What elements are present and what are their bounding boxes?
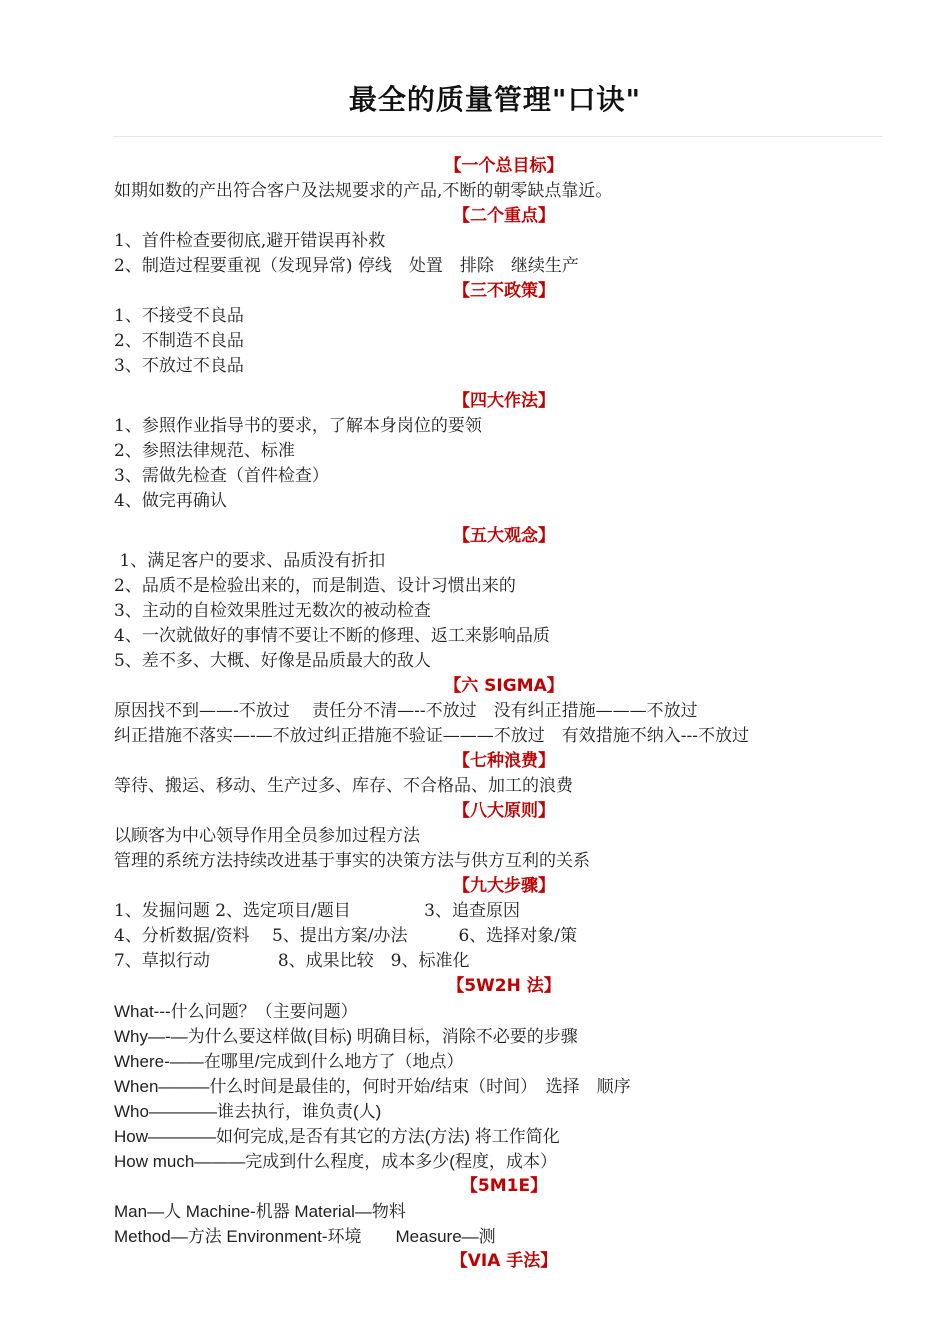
section-heading: 【八大原则】 (453, 801, 555, 821)
text-line: 等待、搬运、移动、生产过多、库存、不合格品、加工的浪费 (114, 776, 573, 796)
text-line: 以顾客为中心领导作用全员参加过程方法 (114, 826, 420, 846)
text-line: 纠正措施不落实—-—不放过纠正措施不验证———不放过 有效措施不纳入---不放过 (114, 726, 749, 746)
text-line: Why—-—为什么要这样做(目标) 明确目标，消除不必要的步骤 (114, 1027, 578, 1046)
text-line: 4、做完再确认 (114, 491, 227, 511)
section-heading: 【一个总目标】 (444, 156, 564, 176)
text-line: 1、发掘问题 2、选定项目/题目 3、追查原因 (114, 901, 520, 921)
section-heading: 【五大观念】 (453, 526, 555, 546)
section-heading: 【三不政策】 (453, 281, 555, 301)
text-line: Method—方法 Environment-环境 Measure—测 (114, 1227, 496, 1246)
text-line: 2、制造过程要重视（发现异常) 停线 处置 排除 继续生产 (114, 256, 579, 276)
text-line: Where-——在哪里/完成到什么地方了（地点） (114, 1052, 464, 1071)
text-line: 7、草拟行动 8、成果比较 9、标准化 (114, 951, 470, 971)
text-line: 1、参照作业指导书的要求，了解本身岗位的要领 (114, 416, 482, 436)
section-heading: 【5M1E】 (460, 1176, 548, 1196)
section-heading: 【二个重点】 (453, 206, 555, 226)
section-heading: 【七种浪费】 (453, 751, 555, 771)
text-line: 3、不放过不良品 (114, 356, 244, 376)
text-line: 4、一次就做好的事情不要让不断的修理、返工来影响品质 (114, 626, 550, 646)
section-heading: 【九大步骤】 (453, 876, 555, 896)
document-body (114, 154, 894, 1274)
section-heading: 【四大作法】 (453, 391, 555, 411)
text-line: 1、不接受不良品 (114, 306, 244, 326)
text-line: 1、首件检查要彻底,避开错误再补救 (114, 231, 386, 251)
text-line: 5、差不多、大概、好像是品质最大的敌人 (114, 651, 431, 671)
text-line: 管理的系统方法持续改进基于事实的决策方法与供方互利的关系 (114, 851, 590, 871)
text-line: 1、满足客户的要求、品质没有折扣 (114, 551, 386, 571)
text-line: Who————谁去执行，谁负责(人) (114, 1102, 382, 1121)
text-line: When———什么时间是最佳的，何时开始/结束（时间） 选择 顺序 (114, 1077, 631, 1096)
text-line: 如期如数的产出符合客户及法规要求的产品,不断的朝零缺点靠近。 (114, 181, 613, 201)
text-line: 4、分析数据/资料 5、提出方案/办法 6、选择对象/策 (114, 926, 578, 946)
page-title: 最全的质量管理"口诀" (348, 83, 642, 116)
text-line: 3、主动的自检效果胜过无数次的被动检查 (114, 601, 431, 621)
text-line: 2、不制造不良品 (114, 331, 244, 351)
text-line: How————如何完成,是否有其它的方法(方法) 将工作简化 (114, 1127, 560, 1146)
section-heading: 【5W2H 法】 (447, 976, 561, 996)
text-line: How much———完成到什么程度，成本多少(程度，成本） (114, 1152, 557, 1171)
section-spacer (114, 514, 894, 524)
text-line: What---什么问题？（主要问题） (114, 1002, 358, 1021)
title-divider (113, 136, 883, 137)
text-line: 2、品质不是检验出来的，而是制造、设计习惯出来的 (114, 576, 516, 596)
text-line: 2、参照法律规范、标准 (114, 441, 295, 461)
section-spacer (114, 379, 894, 389)
section-heading: 【六 SIGMA】 (444, 676, 564, 696)
text-line: 原因找不到——-不放过 责任分不清—--不放过 没有纠正措施———不放过 (114, 701, 698, 721)
text-line: Man—人 Machine-机器 Material—物料 (114, 1202, 406, 1221)
section-heading: 【VIA 手法】 (450, 1251, 558, 1271)
text-line: 3、需做先检查（首件检查） (114, 466, 329, 486)
